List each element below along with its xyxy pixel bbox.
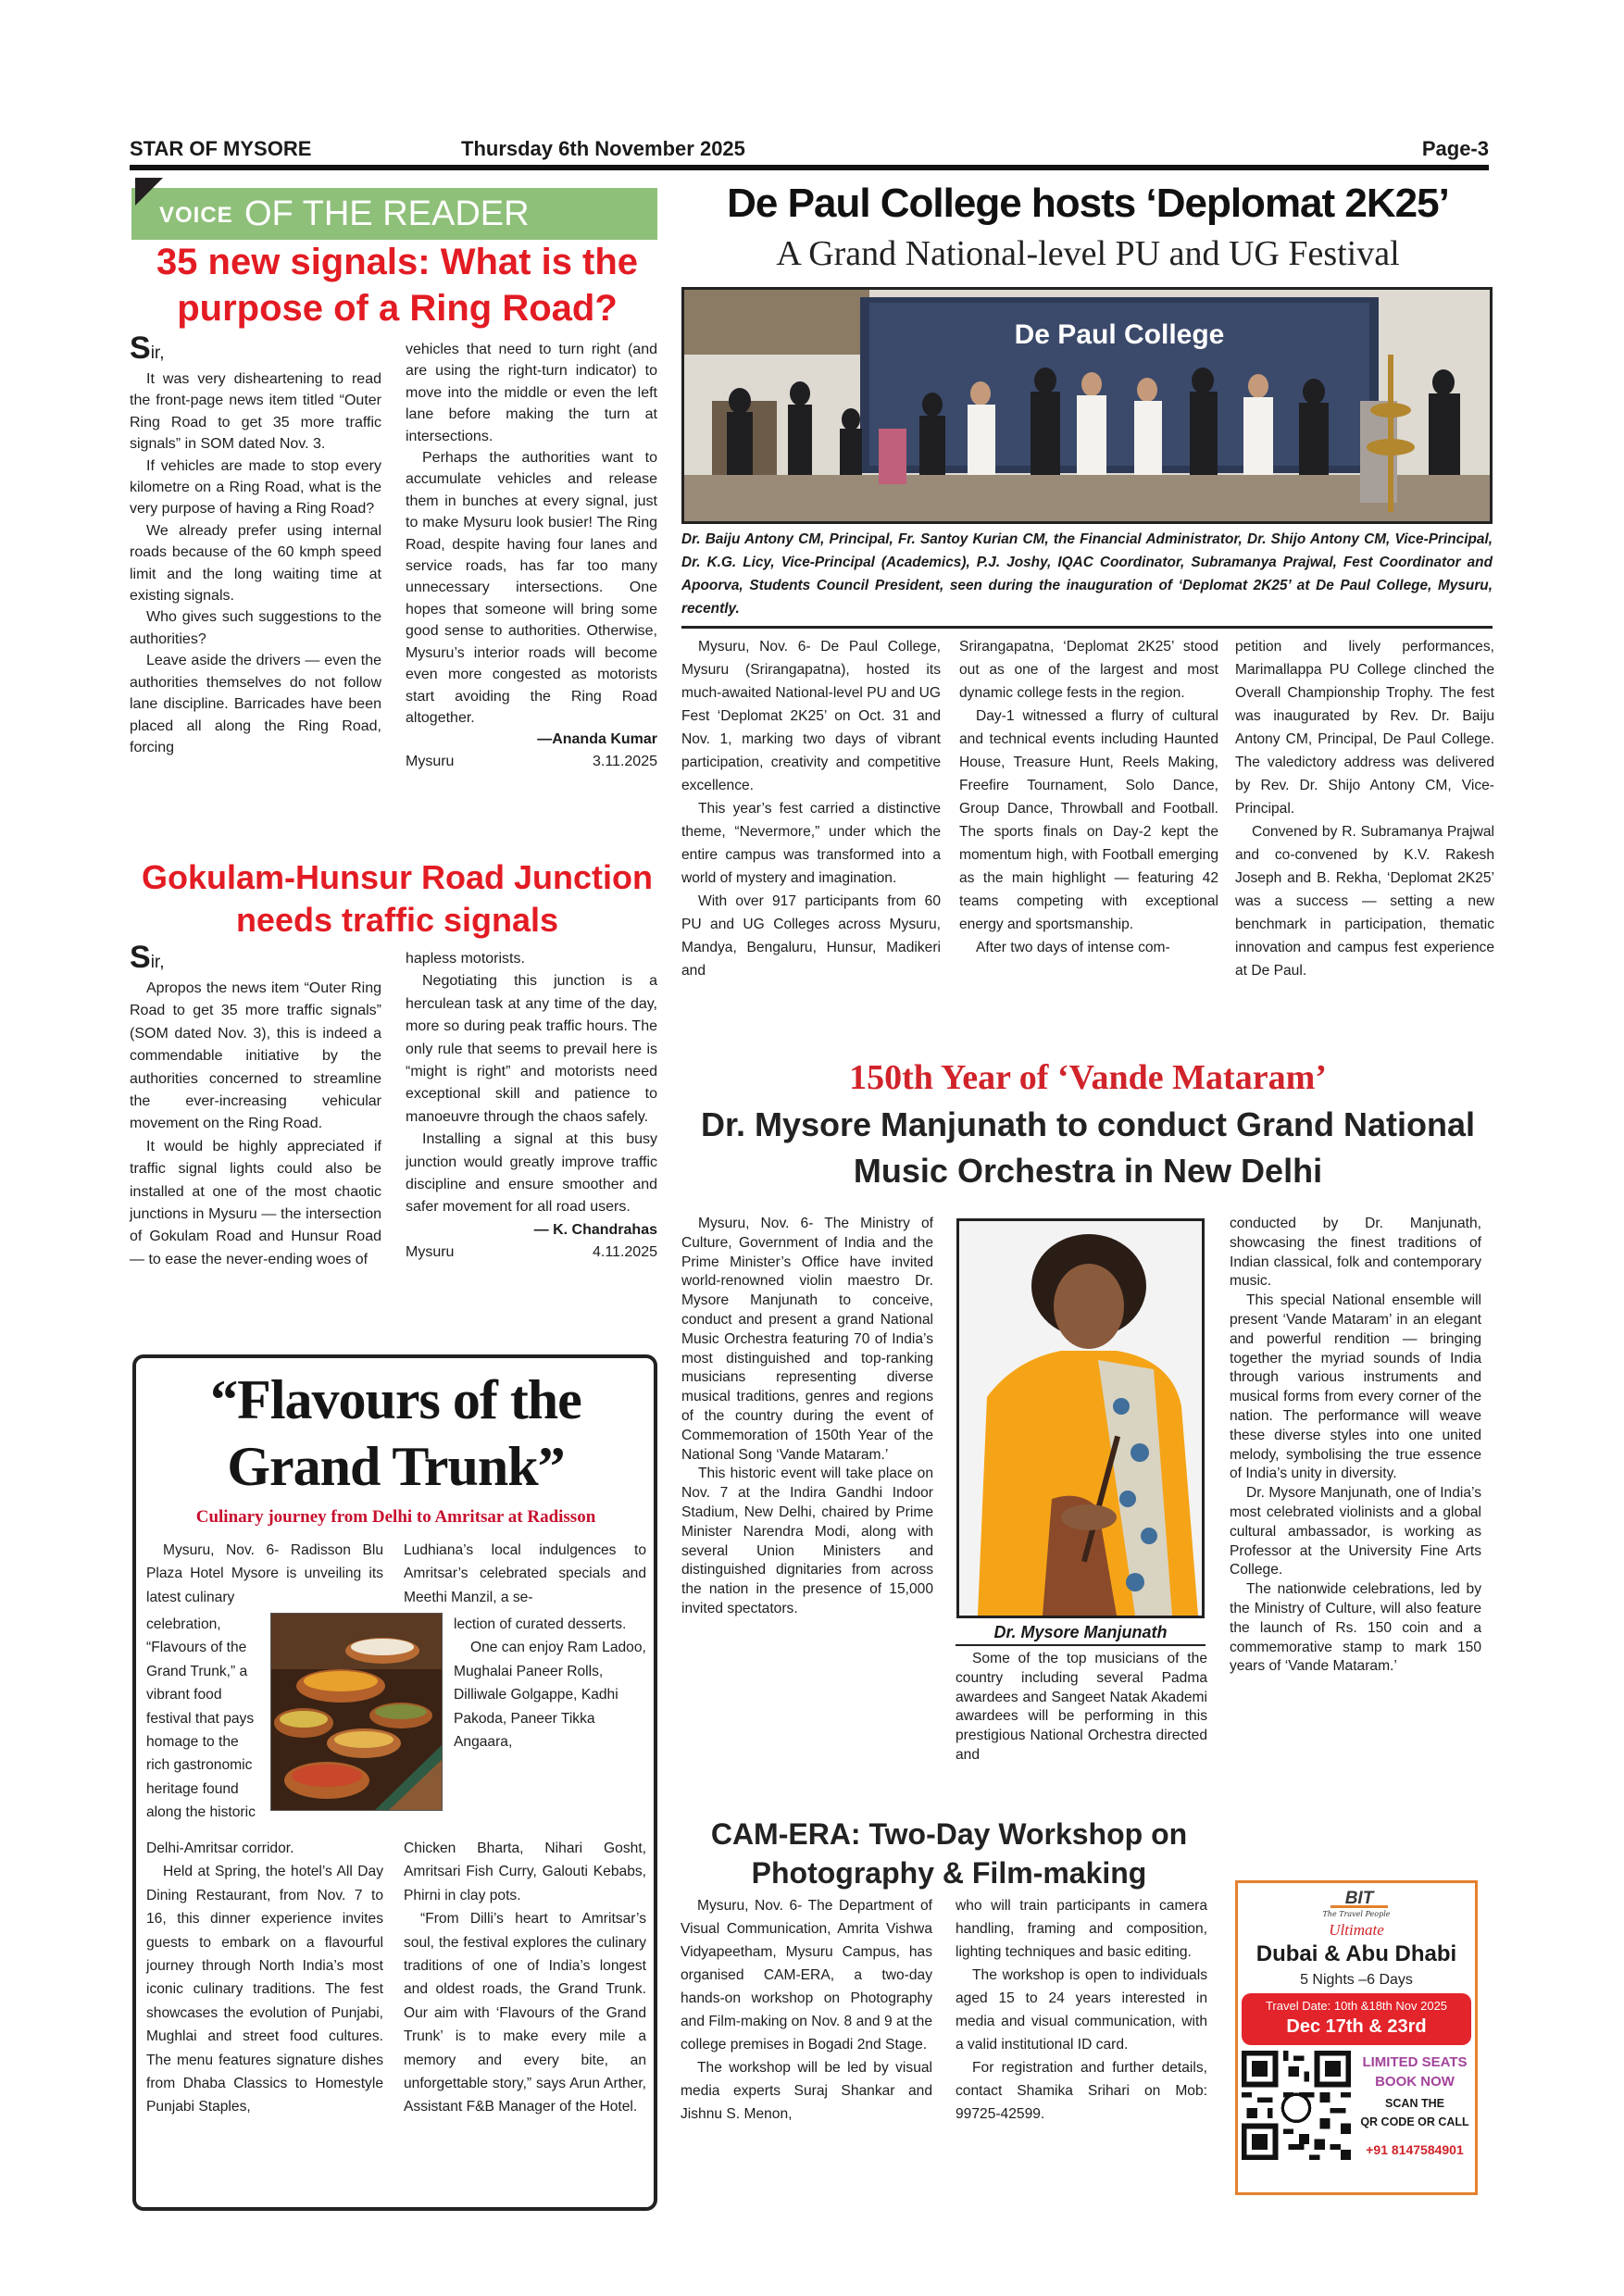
paragraph: Negotiating this junction is a herculean task at any time of the day, more so during peak traffic hours. The only rule that seems to prevail here is “might is right” and motorists need exceptional skill and patience to manoeuvre through the chaos safely. xyxy=(406,973,657,1125)
depaul-column-2 xyxy=(959,635,1218,959)
flavours-headline: “Flavours of the Grand Trunk” xyxy=(210,1369,581,1497)
paragraph: Some of the top musicians of the country including several Padma awardees and Sangeet Natak Akademi awardees will be performing in this prestigious National Orchestra directed and xyxy=(956,1651,1207,1763)
letter1-signature: —Ananda Kumar xyxy=(537,731,657,748)
banner-voice: VOICE xyxy=(159,203,233,228)
ad-dates-box xyxy=(1242,1993,1471,2045)
paragraph: Convened by R. Subramanya Prajwal and co-convened by K.V. Rakesh Joseph and B. Rekha, ‘Deplomat 2K25’ was a success — setting a new benchmark in participation, thematic innovation and campus fest experience at De Paul. xyxy=(1235,824,1494,979)
paragraph: Dr. Mysore Manjunath, one of India’s most celebrated violinists and a global cultural ambassador, is working as Professor at the University Fine Arts College. xyxy=(1230,1485,1481,1578)
letter1-place-date xyxy=(406,751,657,772)
paragraph: lection of curated desserts. xyxy=(454,1616,627,1632)
camera-workshop-headline: CAM-ERA: Two-Day Workshop on Photography & Film-making xyxy=(710,1817,1188,1890)
letter1-headline: 35 new signals: What is the purpose of a Ring Road? xyxy=(156,242,639,329)
paper-name: STAR OF MYSORE xyxy=(130,137,312,160)
manjunath-portrait-photo xyxy=(956,1218,1205,1618)
svg-text:BIT: BIT xyxy=(1344,1889,1374,1908)
portrait-illustration xyxy=(959,1221,1202,1616)
flavours-column-1-top xyxy=(146,1539,383,1609)
caption-rule xyxy=(681,626,1493,629)
paragraph: One can enjoy Ram Ladoo, Mughalai Paneer Rolls, Dilliwale Golgappe, Kadhi Pakoda, Paneer Tikka Angaara, xyxy=(454,1640,646,1751)
ad-duration: 5 Nights –6 Days xyxy=(1300,1972,1413,1988)
letter2-date: 4.11.2025 xyxy=(593,1244,657,1261)
letter2-place: Mysuru xyxy=(406,1244,455,1261)
letter2-column-1 xyxy=(130,942,381,1271)
ad-travel-dates: Travel Date: 10th &18th Nov 2025 xyxy=(1265,1999,1448,2013)
letter2-headline: Gokulam-Hunsur Road Junction needs traffic signals xyxy=(141,858,654,939)
vande-mataram-column-1 xyxy=(681,1215,933,1619)
letter2-column-2 xyxy=(406,948,657,1265)
vande-mataram-column-3 xyxy=(1230,1215,1481,1677)
depaul-column-1 xyxy=(681,635,941,982)
paragraph: Ludhiana’s local indulgences to Amritsar’s celebrated specials and Meethi Manzil, a se- xyxy=(404,1542,646,1605)
vande-mataram-kicker: 150th Year of ‘Vande Mataram’ xyxy=(849,1058,1327,1097)
paragraph: Chicken Bharta, Nihari Gosht, Amritsari Fish Curry, Galouti Kebabs, Phirni in clay pots. xyxy=(404,1841,646,1903)
logo-tagline: The Travel People xyxy=(1322,1910,1391,1918)
paragraph: who will train participants in camera handling, framing and composition, lighting techniques and basic editing. xyxy=(956,1898,1207,1960)
paragraph: celebration, “Flavours of the Grand Trunk,” a vibrant food festival that pays homage to the rich gastronomic heritage found along the historic xyxy=(146,1616,256,1821)
camera-column-2 xyxy=(956,1894,1207,2126)
letter1-place: Mysuru xyxy=(406,753,455,769)
paragraph: Delhi-Amritsar corridor. xyxy=(146,1841,294,1856)
paragraph: After two days of intense com- xyxy=(976,940,1170,955)
paragraph: hapless motorists. xyxy=(406,951,525,967)
letter1-column-1 xyxy=(130,333,381,758)
photo-banner-text: De Paul College xyxy=(1014,319,1225,350)
letter2-place-date xyxy=(406,1242,657,1264)
banner-corner-triangle xyxy=(135,178,163,206)
camera-column-1 xyxy=(681,1894,932,2126)
flavours-column-1-bottom xyxy=(146,1837,383,2119)
ad-scan-line-1: SCAN THE xyxy=(1385,2097,1444,2110)
ad-book-now: BOOK NOW xyxy=(1375,2074,1455,2090)
food-illustration xyxy=(271,1614,443,1811)
paragraph: This special National ensemble will present ‘Vande Mataram’ in an elegant and powerful rendition — bringing together the myriad sounds of India through various instruments and musical forms from every corner of the nation. The performance will weave these diverse styles into one united melody, symbolising the true essence of India’s unity in diversity. xyxy=(1230,1292,1481,1482)
voice-of-reader-banner xyxy=(131,188,657,240)
paragraph: The workshop is open to individuals aged 15 to 24 years interested in media and visual communication, with a valid institutional ID card. xyxy=(956,1967,1207,2053)
paragraph: The workshop will be led by visual media experts Suraj Shankar and Jishnu S. Menon, xyxy=(681,2060,932,2122)
paragraph: Leave aside the drivers — even the authorities themselves do not follow lane discipline. Barricades have been placed all along the Ring Road, forcing xyxy=(130,653,381,755)
paragraph: conducted by Dr. Manjunath, showcasing the finest traditions of Indian classical, folk and contemporary music. xyxy=(1230,1216,1481,1290)
paragraph: The nationwide celebrations, led by the Ministry of Culture, will also feature the launch of Rs. 150 coin and a commemorative stamp to mark 150 years of ‘Vande Mataram.’ xyxy=(1230,1581,1481,1675)
paragraph: Perhaps the authorities want to accumulate vehicles and release them in bunches at every signal, just to make Mysuru look busier! The Ring Road, despite having four lanes and service roads, has far too many unnecessary intersections. One hopes that someone will bring some good sense to authorities. Otherwise, Mysuru’s interior roads will become even more congested as motorists start avoiding the Ring Road altogether. xyxy=(406,450,657,726)
depaul-headline: De Paul College hosts ‘Deplomat 2K25’ xyxy=(727,181,1449,226)
paragraph: Held at Spring, the hotel’s All Day Dining Restaurant, from Nov. 7 to 16, this dinner experience invites guests to embark on a flavourful journey through North India’s most iconic culinary traditions. The fest showcases the evolution of Punjabi, Mughlai and street food cultures. The menu features signature dishes from Dhaba Classics to Homestyle Punjabi Staples, xyxy=(146,1864,383,2115)
salutation: Sir, xyxy=(130,331,165,366)
paragraph: vehicles that need to turn right (and are using the right-turn indicator) to move into the middle or even the left lane before making the turn at intersections. xyxy=(406,342,657,444)
food-buffet-photo xyxy=(270,1613,443,1811)
paragraph: It would be highly appreciated if traffic signal lights could also be installed at one of the most chaotic junctions in Mysuru — the intersection of Gokulam Road and Hunsur Road — to ease the never-ending woes of xyxy=(130,1138,381,1267)
paragraph: petition and lively performances, Marimallappa PU College clinched the Overall Championship Trophy. The fest was inaugurated by Rev. Dr. Baiju Antony CM, Principal, De Paul College. The valedictory address was delivered by Rev. Dr. Shijo Antony CM, Vice-Principal. xyxy=(1235,639,1494,817)
travel-advertisement[interactable] xyxy=(1235,1880,1478,2195)
salutation: Sir, xyxy=(130,940,165,975)
paragraph: We already prefer using internal roads because of the 60 kmph speed limit and the long waiting time at existing signals. xyxy=(130,522,381,605)
depaul-subhead: A Grand National-level PU and UG Festival xyxy=(776,234,1400,273)
paragraph: For registration and further details, contact Shamika Srihari on Mob: 99725-42599. xyxy=(956,2060,1207,2122)
ad-scan-line-2: QR CODE OR CALL xyxy=(1360,2115,1469,2128)
paragraph: Mysuru, Nov. 6- De Paul College, Mysuru (Srirangapatna), hosted its much-awaited National-level PU and UG Fest ‘Deplomat 2K25’ on Oct. 31 and Nov. 1, marking two days of vibrant participation, creativity and competitive excellence. xyxy=(681,639,941,793)
paragraph: With over 917 participants from 60 PU and UG Colleges across Mysuru, Mandya, Bengaluru, Hunsur, Madikeri and xyxy=(681,893,941,979)
flavours-column-2-wrap xyxy=(454,1613,646,1753)
paragraph: Mysuru, Nov. 6- The Department of Visual Communication, Amrita Vishwa Vidyapeetham, Mysuru Campus, has organised CAM-ERA, a two-day hands-on workshop on Photography and Film-making on Nov. 8 and 9 at the college premises in Bogadi 2nd Stage. xyxy=(681,1898,932,2053)
vande-mataram-headline: Dr. Mysore Manjunath to conduct Grand National Music Orchestra in New Delhi xyxy=(700,1105,1476,1190)
letter1-date: 3.11.2025 xyxy=(593,753,657,769)
paragraph: Apropos the news item “Outer Ring Road to get 35 more traffic signals” (SOM dated Nov. 3), this is indeed a commendable initiative by the authorities concerned to streamline the ever-increasing vehicular movement on the Ring Road. xyxy=(130,980,381,1132)
paragraph: This historic event will take place on Nov. 7 at the Indira Gandhi Indoor Stadium, New Delhi, chaired by Prime Minister Narendra Modi, along with several Union Ministers and distinguished dignitaries from across the nation in the presence of 15,000 invited spectators. xyxy=(681,1466,933,1616)
portrait-caption: Dr. Mysore Manjunath xyxy=(956,1620,1206,1646)
ad-destination: Dubai & Abu Dhabi xyxy=(1255,1941,1457,1966)
qr-code-icon[interactable] xyxy=(1242,2051,1351,2160)
paragraph: Who gives such suggestions to the authorities? xyxy=(130,609,381,647)
paragraph: If vehicles are made to stop every kilometre on a Ring Road, what is the very purpose of having a Ring Road? xyxy=(130,457,381,518)
masthead-rule xyxy=(130,165,1489,170)
paragraph: This year’s fest carried a distinctive theme, “Nevermore,” under which the entire campus was transformed into a world of mystery and imagination. xyxy=(681,801,941,886)
depaul-photo-caption: Dr. Baiju Antony CM, Principal, Fr. Santoy Kurian CM, the Financial Administrator, Dr. Shijo Antony CM, Vice-Principal, Dr. K.G. Licy, Vice-Principal (Academics), P.J. Joshy, IQAC Coordinator, Subramanya Prajwal, Fest Coordinator and Apoorva, Students Council President, seen during the inauguration of ‘Deplomat 2K25’ at De Paul College, Mysuru, recently. xyxy=(681,531,1493,617)
paragraph: Srirangapatna, ‘Deplomat 2K25’ stood out as one of the largest and most dynamic college fests in the region. xyxy=(959,639,1218,701)
ad-phone-number[interactable]: +91 8147584901 xyxy=(1366,2142,1464,2157)
flavours-column-1-wrap xyxy=(146,1613,265,1825)
depaul-column-3 xyxy=(1235,635,1494,982)
paragraph: It was very disheartening to read the front-page news item titled “Outer Ring Road to get 35 more traffic signals” in SOM dated Nov. 3. xyxy=(130,371,381,453)
depaul-photo-illustration xyxy=(684,290,1490,521)
depaul-inauguration-photo xyxy=(681,287,1493,524)
letter1-column-2 xyxy=(406,339,657,772)
ad-scan-instructions xyxy=(1355,2094,1475,2131)
ad-ultimate: Ultimate xyxy=(1329,1921,1384,1939)
ad-limited-line: LIMITED SEATS xyxy=(1362,2054,1468,2070)
flavours-subhead: Culinary journey from Delhi to Amritsar at Radisson xyxy=(195,1507,596,1527)
paragraph: “From Dilli’s heart to Amritsar’s soul, the festival explores the culinary traditions of one of India’s longest and oldest roads, the Grand Trunk. Our aim with ‘Flavours of the Grand Trunk’ is to make every mile a memory and every bite, an unforgettable story,” says Arun Arther, Assistant F&B Manager of the Hotel. xyxy=(404,1911,646,2115)
bit-logo-icon xyxy=(1330,1887,1388,1909)
ad-dec-dates: Dec 17th & 23rd xyxy=(1286,2016,1427,2037)
issue-date: Thursday 6th November 2025 xyxy=(461,137,745,160)
page-number: Page-3 xyxy=(1421,137,1489,160)
paragraph: Day-1 witnessed a flurry of cultural and technical events including Haunted House, Treasure Hunt, Reels Making, Freefire Tournament, Solo Dance, Group Dance, Throwball and Football. The sports finals on Day-2 kept the momentum high, with Football emerging as the main highlight — featuring 42 teams competing with exceptional energy and sportsmanship. xyxy=(959,708,1218,932)
flavours-column-2-bottom xyxy=(404,1837,646,2119)
paragraph: Mysuru, Nov. 6- Radisson Blu Plaza Hotel Mysore is unveiling its latest culinary xyxy=(146,1542,383,1605)
paragraph: Mysuru, Nov. 6- The Ministry of Culture, Government of India and the Prime Minister’s Office have invited world-renowned violin maestro Dr. Mysore Manjunath to conceive, conduct and present a grand National Music Orchestra featuring 70 of India’s most distinguished and top-ranking musicians representing diverse musical traditions, genres and regions of the country during the event of Commemoration of 150th Year of the National Song ‘Vande Mataram.’ xyxy=(681,1216,933,1463)
flavours-column-2-top xyxy=(404,1539,646,1609)
vande-mataram-column-2 xyxy=(956,1650,1207,1766)
paragraph: Installing a signal at this busy junction would greatly improve traffic discipline and ensure smoother and safer movement for all road users. xyxy=(406,1131,657,1216)
ad-limited-seats xyxy=(1355,2053,1475,2091)
banner-rest: OF THE READER xyxy=(244,194,530,233)
letter2-signature: — K. Chandrahas xyxy=(533,1221,657,1238)
masthead xyxy=(130,137,1489,163)
